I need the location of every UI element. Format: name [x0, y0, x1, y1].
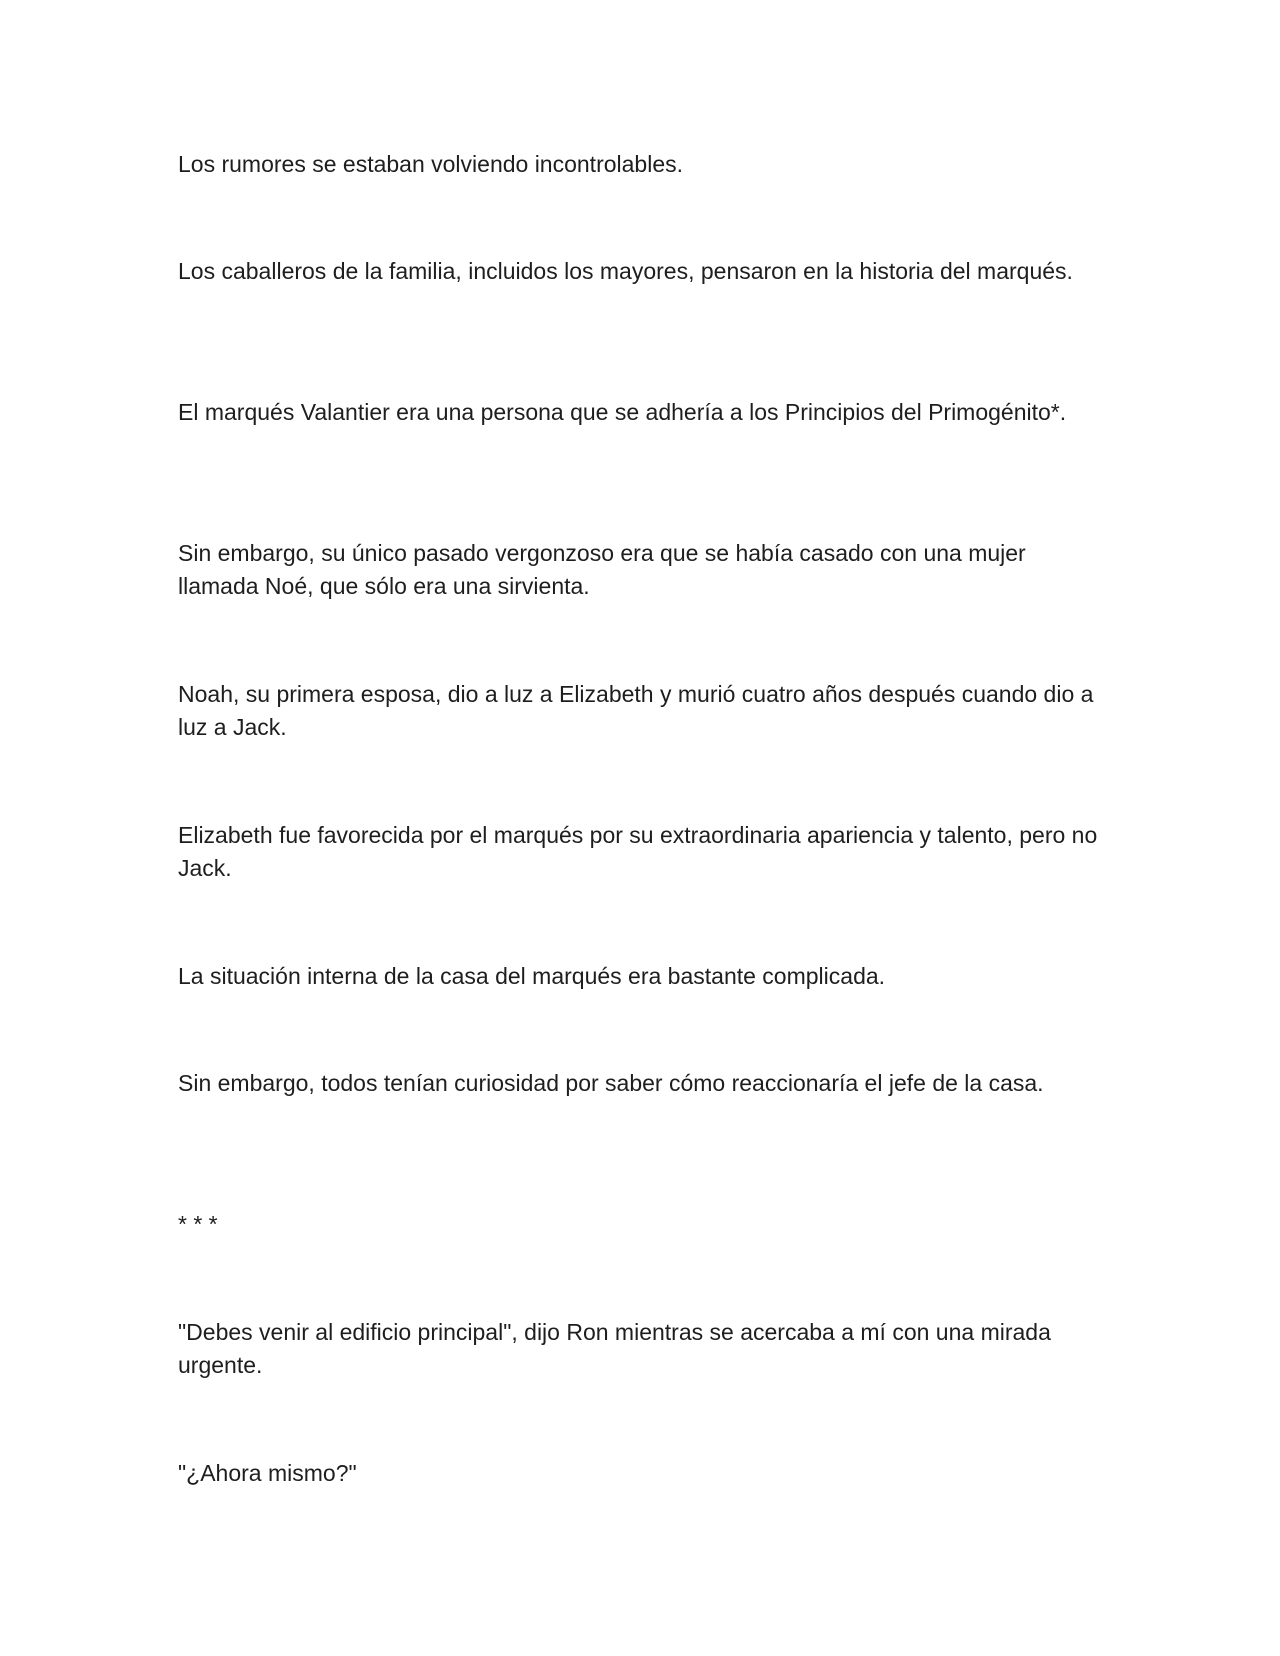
paragraph: Noah, su primera esposa, dio a luz a Elizabeth y murió cuatro años después cuando dio a luz a Jack. [178, 681, 1094, 740]
paragraph: Elizabeth fue favorecida por el marqués por su extraordinaria apariencia y talento, pero no Jack. [178, 822, 1098, 881]
paragraph: Sin embargo, todos tenían curiosidad por saber cómo reaccionaría el jefe de la casa. [178, 1070, 1044, 1096]
paragraph: Los caballeros de la familia, incluidos los mayores, pensaron en la historia del marqués. [178, 258, 1073, 284]
paragraph: "Debes venir al edificio principal", dijo Ron mientras se acercaba a mí con una mirada urgente. [178, 1319, 1051, 1378]
paragraph: La situación interna de la casa del marqués era bastante complicada. [178, 963, 886, 989]
paragraph: Sin embargo, su único pasado vergonzoso era que se había casado con una mujer llamada Noé, que sólo era una sirvienta. [178, 540, 1026, 599]
paragraph: Los rumores se estaban volviendo incontrolables. [178, 151, 684, 177]
paragraph: El marqués Valantier era una persona que se adhería a los Principios del Primogénito*. [178, 399, 1067, 425]
paragraph: "¿Ahora mismo?" [178, 1460, 357, 1486]
scene-break: * * * [178, 1211, 218, 1237]
